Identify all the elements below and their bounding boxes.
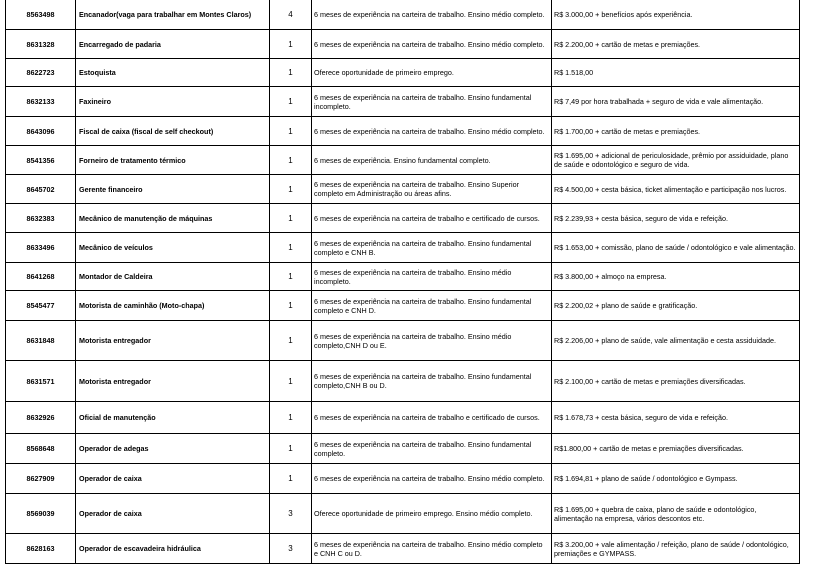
vacancy-count: 1: [270, 263, 312, 291]
table-row: [6, 117, 800, 146]
job-requirements: 6 meses de experiência na carteira de trabalho. Ensino fundamental completo,CNH B ou D.: [312, 361, 552, 402]
job-requirements: 6 meses de experiência na carteira de trabalho e certificado de cursos.: [312, 204, 552, 233]
salary-benefits: R$ 2.206,00 + plano de saúde, vale alimentação e cesta assiduidade.: [552, 321, 800, 361]
job-requirements: 6 meses de experiência na carteira de trabalho. Ensino fundamental completo e CNH B.: [312, 233, 552, 263]
salary-benefits: R$ 7,49 por hora trabalhada + seguro de vida e vale alimentação.: [552, 87, 800, 117]
vacancy-count: 1: [270, 87, 312, 117]
job-code: 8641268: [6, 263, 76, 291]
job-code: 8541356: [6, 146, 76, 175]
job-requirements: 6 meses de experiência na carteira de trabalho. Ensino médio incompleto.: [312, 263, 552, 291]
table-row: [6, 0, 800, 30]
vacancy-count: 1: [270, 175, 312, 204]
table-row: [6, 434, 800, 464]
job-title: Mecânico de manutenção de máquinas: [76, 204, 270, 233]
job-requirements: 6 meses de experiência. Ensino fundamental completo.: [312, 146, 552, 175]
table-row: [6, 59, 800, 87]
vacancy-count: 1: [270, 233, 312, 263]
table-row: [6, 233, 800, 263]
job-title: Estoquista: [76, 59, 270, 87]
job-code: 8643096: [6, 117, 76, 146]
vacancy-count: 1: [270, 361, 312, 402]
salary-benefits: R$ 1.700,00 + cartão de metas e premiações.: [552, 117, 800, 146]
salary-benefits: R$ 4.500,00 + cesta básica, ticket alimentação e participação nos lucros.: [552, 175, 800, 204]
job-code: 8631328: [6, 30, 76, 59]
job-code: 8632133: [6, 87, 76, 117]
job-title: Oficial de manutenção: [76, 402, 270, 434]
job-title: Motorista entregador: [76, 361, 270, 402]
vacancy-count: 1: [270, 59, 312, 87]
job-title: Gerente financeiro: [76, 175, 270, 204]
table-row: [6, 87, 800, 117]
vacancy-count: 1: [270, 321, 312, 361]
table-row: [6, 175, 800, 204]
job-title: Fiscal de caixa (fiscal de self checkout): [76, 117, 270, 146]
vacancy-count: 1: [270, 117, 312, 146]
job-requirements: 6 meses de experiência na carteira de trabalho. Ensino fundamental incompleto.: [312, 87, 552, 117]
salary-benefits: R$ 1.694,81 + plano de saúde / odontológico e Gympass.: [552, 464, 800, 494]
job-code: 8645702: [6, 175, 76, 204]
job-code: 8632926: [6, 402, 76, 434]
salary-benefits: R$ 3.800,00 + almoço na empresa.: [552, 263, 800, 291]
job-code: 8563498: [6, 0, 76, 30]
vacancy-count: 1: [270, 402, 312, 434]
vacancy-count: 1: [270, 146, 312, 175]
job-title: Faxineiro: [76, 87, 270, 117]
job-title: Motorista entregador: [76, 321, 270, 361]
table-row: [6, 464, 800, 494]
salary-benefits: R$ 1.678,73 + cesta básica, seguro de vida e refeição.: [552, 402, 800, 434]
job-code: 8633496: [6, 233, 76, 263]
vacancy-count: 1: [270, 434, 312, 464]
table-row: [6, 494, 800, 534]
vacancy-count: 3: [270, 494, 312, 534]
job-title: Mecânico de veículos: [76, 233, 270, 263]
salary-benefits: R$ 3.200,00 + vale alimentação / refeição, plano de saúde / odontológico, premiações e GYMPASS.: [552, 534, 800, 564]
job-requirements: 6 meses de experiência na carteira de trabalho. Ensino médio completo,CNH D ou E.: [312, 321, 552, 361]
table-row: [6, 402, 800, 434]
job-requirements: 6 meses de experiência na carteira de trabalho. Ensino Superior completo em Administração ou áreas afins.: [312, 175, 552, 204]
salary-benefits: R$ 3.000,00 + benefícios após experiência.: [552, 0, 800, 30]
table-row: [6, 146, 800, 175]
job-requirements: Oferece oportunidade de primeiro emprego. Ensino médio completo.: [312, 494, 552, 534]
job-requirements: 6 meses de experiência na carteira de trabalho. Ensino médio completo e CNH C ou D.: [312, 534, 552, 564]
salary-benefits: R$ 1.695,00 + quebra de caixa, plano de saúde e odontológico, alimentação na empresa, vários descontos etc.: [552, 494, 800, 534]
job-title: Encarregado de padaria: [76, 30, 270, 59]
vacancy-count: 1: [270, 30, 312, 59]
job-title: Operador de escavadeira hidráulica: [76, 534, 270, 564]
job-title: Forneiro de tratamento térmico: [76, 146, 270, 175]
job-requirements: 6 meses de experiência na carteira de trabalho. Ensino fundamental completo.: [312, 434, 552, 464]
vacancy-count: 1: [270, 291, 312, 321]
vacancy-count: 1: [270, 204, 312, 233]
salary-benefits: R$ 2.100,00 + cartão de metas e premiações diversificadas.: [552, 361, 800, 402]
salary-benefits: R$ 2.200,02 + plano de saúde e gratificação.: [552, 291, 800, 321]
salary-benefits: R$ 2.200,00 + cartão de metas e premiações.: [552, 30, 800, 59]
table-row: [6, 361, 800, 402]
job-title: Motorista de caminhão (Moto-chapa): [76, 291, 270, 321]
job-code: 8622723: [6, 59, 76, 87]
job-requirements: 6 meses de experiência na carteira de trabalho. Ensino fundamental completo e CNH D.: [312, 291, 552, 321]
job-title: Encanador(vaga para trabalhar em Montes Claros): [76, 0, 270, 30]
salary-benefits: R$ 2.239,93 + cesta básica, seguro de vida e refeição.: [552, 204, 800, 233]
job-requirements: 6 meses de experiência na carteira de trabalho. Ensino médio completo.: [312, 30, 552, 59]
job-code: 8631571: [6, 361, 76, 402]
job-code: 8631848: [6, 321, 76, 361]
job-code: 8569039: [6, 494, 76, 534]
job-title: Operador de caixa: [76, 494, 270, 534]
job-code: 8628163: [6, 534, 76, 564]
job-listings-table: [5, 0, 800, 564]
job-code: 8632383: [6, 204, 76, 233]
job-code: 8627909: [6, 464, 76, 494]
job-title: Operador de caixa: [76, 464, 270, 494]
job-listings-body: [6, 0, 800, 564]
vacancy-count: 3: [270, 534, 312, 564]
job-requirements: Oferece oportunidade de primeiro emprego.: [312, 59, 552, 87]
vacancy-count: 1: [270, 464, 312, 494]
job-requirements: 6 meses de experiência na carteira de trabalho e certificado de cursos.: [312, 402, 552, 434]
salary-benefits: R$1.800,00 + cartão de metas e premiações diversificadas.: [552, 434, 800, 464]
job-title: Montador de Caldeira: [76, 263, 270, 291]
table-row: [6, 291, 800, 321]
table-row: [6, 30, 800, 59]
table-row: [6, 321, 800, 361]
table-row: [6, 263, 800, 291]
job-code: 8568648: [6, 434, 76, 464]
table-row: [6, 534, 800, 564]
job-requirements: 6 meses de experiência na carteira de trabalho. Ensino médio completo.: [312, 0, 552, 30]
job-requirements: 6 meses de experiência na carteira de trabalho. Ensino médio completo.: [312, 464, 552, 494]
table-row: [6, 204, 800, 233]
job-requirements: 6 meses de experiência na carteira de trabalho. Ensino médio completo.: [312, 117, 552, 146]
salary-benefits: R$ 1.518,00: [552, 59, 800, 87]
job-title: Operador de adegas: [76, 434, 270, 464]
vacancy-count: 4: [270, 0, 312, 30]
salary-benefits: R$ 1.653,00 + comissão, plano de saúde / odontológico e vale alimentação.: [552, 233, 800, 263]
job-code: 8545477: [6, 291, 76, 321]
salary-benefits: R$ 1.695,00 + adicional de periculosidade, prêmio por assiduidade, plano de saúde e odontológico e seguro de vida.: [552, 146, 800, 175]
